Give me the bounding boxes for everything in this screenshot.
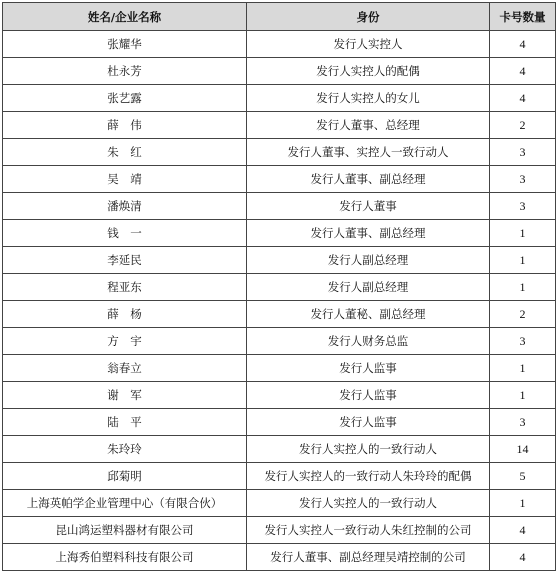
cell-name: 谢 军 (3, 382, 247, 409)
cell-name: 李延民 (3, 247, 247, 274)
table-row (3, 58, 556, 85)
table-row (3, 463, 556, 490)
cell-name: 邱菊明 (3, 463, 247, 490)
table-row (3, 85, 556, 112)
cell-identity: 发行人实控人的一致行动人 (247, 490, 490, 517)
cell-identity: 发行人董事、实控人一致行动人 (247, 139, 490, 166)
table-row (3, 355, 556, 382)
cell-name: 朱 红 (3, 139, 247, 166)
table-row (3, 409, 556, 436)
table-row (3, 436, 556, 463)
table-body (3, 31, 556, 571)
cell-card-count: 1 (490, 247, 556, 274)
cell-identity: 发行人副总经理 (247, 247, 490, 274)
cell-identity: 发行人实控人 (247, 31, 490, 58)
table-row (3, 517, 556, 544)
card-holder-table-container (2, 2, 555, 571)
table-row (3, 544, 556, 571)
cell-name: 陆 平 (3, 409, 247, 436)
table-row (3, 301, 556, 328)
cell-card-count: 3 (490, 139, 556, 166)
table-row (3, 166, 556, 193)
cell-card-count: 4 (490, 31, 556, 58)
cell-identity: 发行人董秘、副总经理 (247, 301, 490, 328)
table-row (3, 220, 556, 247)
cell-identity: 发行人监事 (247, 382, 490, 409)
cell-identity: 发行人实控人的女儿 (247, 85, 490, 112)
cell-identity: 发行人财务总监 (247, 328, 490, 355)
table-row (3, 382, 556, 409)
cell-card-count: 1 (490, 220, 556, 247)
cell-card-count: 3 (490, 409, 556, 436)
cell-name: 张耀华 (3, 31, 247, 58)
table-row (3, 490, 556, 517)
cell-card-count: 14 (490, 436, 556, 463)
table-row (3, 247, 556, 274)
cell-card-count: 4 (490, 85, 556, 112)
cell-identity: 发行人监事 (247, 355, 490, 382)
cell-card-count: 3 (490, 193, 556, 220)
cell-identity: 发行人实控人一致行动人朱红控制的公司 (247, 517, 490, 544)
cell-name: 张艺露 (3, 85, 247, 112)
cell-name: 钱 一 (3, 220, 247, 247)
header-name: 姓名/企业名称 (3, 3, 247, 31)
cell-card-count: 3 (490, 328, 556, 355)
cell-name: 朱玲玲 (3, 436, 247, 463)
cell-name: 薛 杨 (3, 301, 247, 328)
cell-identity: 发行人实控人的一致行动人朱玲玲的配偶 (247, 463, 490, 490)
header-identity: 身份 (247, 3, 490, 31)
cell-card-count: 2 (490, 112, 556, 139)
cell-identity: 发行人监事 (247, 409, 490, 436)
cell-name: 方 宇 (3, 328, 247, 355)
cell-name: 潘焕清 (3, 193, 247, 220)
cell-name: 程亚东 (3, 274, 247, 301)
cell-card-count: 4 (490, 58, 556, 85)
card-holder-table (2, 2, 556, 571)
cell-card-count: 4 (490, 544, 556, 571)
table-row (3, 328, 556, 355)
cell-name: 翁春立 (3, 355, 247, 382)
cell-identity: 发行人实控人的一致行动人 (247, 436, 490, 463)
cell-name: 上海英帕学企业管理中心（有限合伙） (3, 490, 247, 517)
cell-card-count: 5 (490, 463, 556, 490)
cell-identity: 发行人副总经理 (247, 274, 490, 301)
table-row (3, 31, 556, 58)
cell-name: 杜永芳 (3, 58, 247, 85)
table-row (3, 139, 556, 166)
cell-identity: 发行人实控人的配偶 (247, 58, 490, 85)
header-card-count: 卡号数量 (490, 3, 556, 31)
cell-identity: 发行人董事、副总经理 (247, 220, 490, 247)
cell-card-count: 1 (490, 382, 556, 409)
cell-card-count: 2 (490, 301, 556, 328)
cell-card-count: 1 (490, 355, 556, 382)
cell-identity: 发行人董事 (247, 193, 490, 220)
cell-identity: 发行人董事、副总经理 (247, 166, 490, 193)
cell-name: 吴 靖 (3, 166, 247, 193)
cell-card-count: 1 (490, 274, 556, 301)
cell-card-count: 4 (490, 517, 556, 544)
cell-card-count: 1 (490, 490, 556, 517)
cell-identity: 发行人董事、副总经理吴靖控制的公司 (247, 544, 490, 571)
table-row (3, 274, 556, 301)
cell-identity: 发行人董事、总经理 (247, 112, 490, 139)
table-row (3, 112, 556, 139)
cell-name: 薛 伟 (3, 112, 247, 139)
cell-card-count: 3 (490, 166, 556, 193)
table-row (3, 193, 556, 220)
cell-name: 昆山鸿运塑料器材有限公司 (3, 517, 247, 544)
table-header-row (3, 3, 556, 31)
cell-name: 上海秀伯塑料科技有限公司 (3, 544, 247, 571)
